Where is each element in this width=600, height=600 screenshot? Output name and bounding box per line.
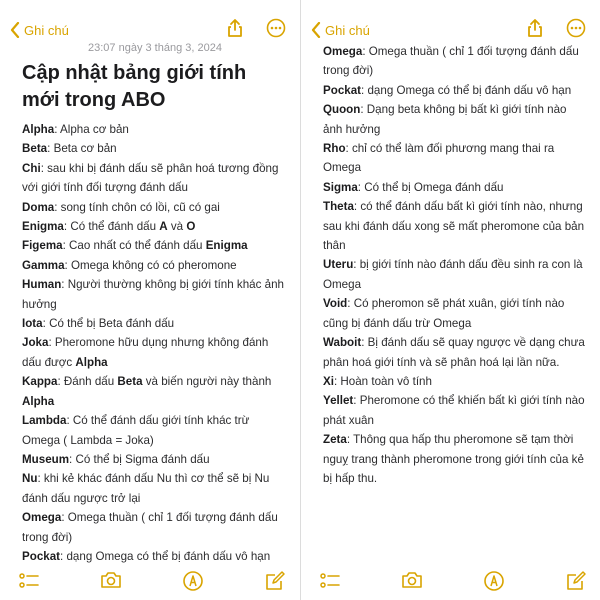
compose-icon[interactable] [565,570,587,592]
more-circle-icon[interactable] [266,18,286,38]
entry-text: : Có thể đánh dấu [63,220,160,234]
entry-item [22,314,288,333]
entry-term: Nu [22,472,38,486]
entry-text: : Có thể bị Sigma đánh dấu [69,452,210,466]
nav-actions [526,18,586,38]
entry-item [22,469,288,508]
camera-icon[interactable] [100,570,122,590]
entry-item [22,508,288,547]
entry-text: : bị giới tính nào đánh dấu đều sinh ra con là Omega [323,258,583,291]
entry-term: Museum [22,452,70,466]
chevron-left-icon [10,22,20,38]
entry-term: Figema [22,239,63,253]
entry-item [323,178,588,197]
entry-text: : Có pheromon sẽ phát xuân, giới tính nào cũng bị đánh dấu trừ Omega [323,297,565,330]
entry-term: Chi [22,161,41,175]
entry-item [22,450,288,469]
entry-item [323,333,588,372]
checklist-icon[interactable] [18,570,40,592]
note-body[interactable] [22,42,288,566]
entry-text: : Có thể bị Omega đánh dấu [357,180,504,194]
entry-text: : Có thể bị Beta đánh dấu [42,317,175,331]
entry-text: : Omega thuần ( chỉ 1 đối tượng đánh dấu trong đời) [323,45,579,78]
entry-bold-text: Alpha [22,394,55,408]
entry-term: Theta [323,200,354,214]
back-button[interactable] [10,18,69,42]
entry-item [323,294,588,333]
bottom-toolbar [301,564,600,600]
entry-item [323,197,588,255]
entry-text: : khi kẻ khác đánh dấu Nu thì cơ thể sẽ bị Nu đánh dấu ngược trở lại [22,472,270,505]
share-icon[interactable] [226,18,244,38]
note-title: Cập nhật bảng giới tính mới trong ABO [22,62,247,111]
entry-term: Zeta [323,433,347,447]
note-screen-right [301,0,600,600]
entry-text: : Có thể đánh dấu giới tính khác trừ Omega ( Lambda = Joka) [22,414,250,447]
entry-term: Yellet [323,394,354,408]
entry-term: Alpha [22,123,55,136]
entry-item [22,411,288,450]
entry-text: : Omega không có có pheromone [64,258,237,272]
markup-pen-icon[interactable] [182,570,204,592]
entry-item [323,372,588,391]
entry-term: Doma [22,200,55,214]
entry-item [22,236,288,255]
entry-term: Pockat [323,83,362,97]
back-label: Ghi chú [24,22,69,38]
entry-term: Omega [22,511,62,525]
checklist-icon[interactable] [319,570,341,592]
entry-item [323,430,588,488]
entry-term: Kappa [22,375,58,389]
entry-text: : chỉ có thể làm đối phương mang thai ra Omega [323,142,555,175]
entry-term: Omega [323,45,363,58]
entry-bold-text: Enigma [205,239,248,253]
entry-text: : Pheromone có thể khiến bất kì giới tính nào phát xuân [323,394,585,427]
back-button[interactable] [311,18,370,42]
entry-text: : Dạng beta không bị bất kì giới tính nào ảnh hưởng [323,103,567,136]
entry-item [22,198,288,217]
entry-item [22,275,288,314]
entry-item [22,256,288,275]
entry-text: : Omega thuần ( chỉ 1 đối tượng đánh dấu trong đời) [22,511,278,544]
entry-text: : Thông qua hấp thu pheromone sẽ tạm thời nguỵ trang thành pheromone trong giới tính của kẻ bị hấp thu. [323,433,584,485]
entry-item [22,159,288,198]
entry-term: Human [22,278,62,292]
entry-item [22,120,288,139]
entry-text: : song tính chôn có lồi, cũ có gai [54,200,220,214]
entry-text: : Alpha cơ bản [54,123,129,136]
note-timestamp: 23:07 ngày 3 tháng 3, 2024 [88,42,222,54]
entry-term: Enigma [22,220,64,234]
entry-term: Sigma [323,180,358,194]
entry-bold-text: Alpha [75,355,108,369]
entry-item [323,81,588,100]
entry-text: và [167,220,187,234]
entry-list [22,120,288,566]
entry-term: Rho [323,142,346,156]
entry-item [22,139,288,158]
entry-text: : Beta cơ bản [47,142,117,156]
entry-text: : Người thường không bị giới tính khác ảnh hưởng [22,278,284,311]
chevron-left-icon [311,22,321,38]
entry-item [323,100,588,139]
entry-bold-text: A [159,220,168,234]
entry-term: Joka [22,336,49,350]
entry-item [323,139,588,178]
entry-text: : có thể đánh dấu bất kì giới tính nào, nhưng sau khi đánh dấu xong sẽ mất pheromone của bản thân [323,200,585,253]
entry-term: Quoon [323,103,361,117]
camera-icon[interactable] [401,570,423,590]
markup-pen-icon[interactable] [483,570,505,592]
entry-term: Waboit [323,336,362,350]
entry-item [323,391,588,430]
nav-actions [226,18,286,38]
nav-bar [311,18,590,42]
more-circle-icon[interactable] [566,18,586,38]
entry-list [323,42,588,488]
entry-text: : Hoàn toàn vô tính [333,374,432,388]
entry-text: : Đánh dấu [57,375,118,389]
share-icon[interactable] [526,18,544,38]
entry-term: Gamma [22,258,65,272]
bottom-toolbar [0,564,300,600]
entry-term: Iota [22,317,43,331]
entry-text: : sau khi bị đánh dấu sẽ phân hoá tương đồng với giới tính đối tượng đánh dấu [22,161,279,195]
entry-item [22,217,288,236]
entry-text: : Pheromone hữu dụng nhưng không đánh dấu được [22,336,269,369]
entry-term: Void [323,297,348,311]
nav-bar [10,18,290,42]
entry-bold-text: Beta [117,375,143,389]
entry-item [323,42,588,81]
entry-term: Lambda [22,414,67,428]
entry-text: và biến người này thành [142,375,272,389]
entry-text: : dạng Omega có thể bị đánh dấu vô hạn [361,83,572,97]
entry-item [22,333,288,372]
entry-term: Uteru [323,258,354,272]
entry-text: : Bị đánh dấu sẽ quay ngược về dạng chưa phân hoá giới tính và sẽ phân hoá lại lần nữa. [323,336,585,369]
entry-text: : Cao nhất có thể đánh dấu [62,239,206,253]
back-label: Ghi chú [325,22,370,38]
entry-text: : dạng Omega có thể bị đánh dấu vô hạn [60,549,271,563]
compose-icon[interactable] [264,570,286,592]
entry-term: Beta [22,142,48,156]
entry-item [22,372,288,411]
entry-item [323,255,588,294]
entry-term: Pockat [22,549,61,563]
note-body[interactable] [323,42,588,488]
entry-bold-text: O [186,220,196,234]
entry-term: Xi [323,374,334,388]
